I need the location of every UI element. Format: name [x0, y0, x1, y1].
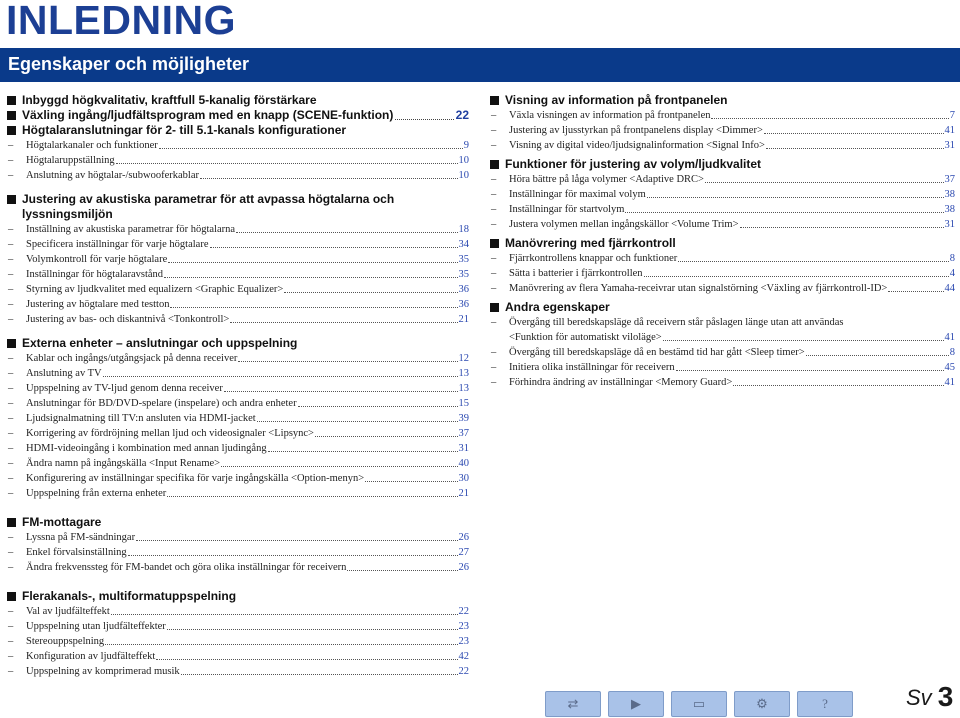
dot-leader	[284, 292, 457, 293]
toc-list	[489, 345, 955, 390]
toc-list	[6, 222, 469, 327]
dash: –	[8, 458, 14, 469]
dot-leader	[167, 629, 458, 630]
toc-item-link[interactable]	[6, 312, 469, 327]
toc-page-number: 21	[458, 314, 469, 325]
toc-heading: Manövrering med fjärrkontroll	[489, 236, 955, 251]
toc-page-number: 37	[458, 428, 469, 439]
toc-item-label: Anslutning av TV	[26, 368, 102, 379]
toc-item-label: Sätta i batterier i fjärrkontrollen	[509, 268, 643, 279]
toc-item-link[interactable]	[6, 634, 469, 649]
toc-item-link[interactable]	[489, 202, 955, 217]
toc-item-label: Enkel förvalsinställning	[26, 547, 127, 558]
toc-page-number: 45	[944, 362, 955, 373]
toc-page-number: 42	[458, 651, 469, 662]
toc-page-number: 41	[944, 377, 955, 388]
toc-page-number: 18	[458, 224, 469, 235]
toc-item-link[interactable]	[6, 471, 469, 486]
toc-page-number: 37	[944, 174, 955, 185]
dash: –	[8, 383, 14, 394]
toc-page-number: 36	[458, 284, 469, 295]
toc-page-number: 15	[458, 398, 469, 409]
dot-leader	[888, 291, 943, 292]
toc-list	[6, 604, 469, 679]
dash: –	[8, 428, 14, 439]
toc-item-link[interactable]	[489, 375, 955, 390]
toc-item-label: Uppspelning från externa enheter	[26, 488, 167, 499]
dot-leader	[164, 277, 457, 278]
dot-leader	[238, 361, 457, 362]
dot-leader	[647, 197, 944, 198]
dash: –	[8, 254, 14, 265]
dot-leader	[167, 496, 457, 497]
toc-item-link[interactable]	[6, 222, 469, 237]
toc-item-label: Specificera inställningar för varje högtalare	[26, 239, 209, 250]
dash: –	[491, 140, 497, 151]
dash: –	[491, 253, 497, 264]
dash: –	[8, 443, 14, 454]
toc-page-number: 36	[458, 299, 469, 310]
dash: –	[8, 636, 14, 647]
dash: –	[8, 239, 14, 250]
dash: –	[8, 284, 14, 295]
dot-leader	[230, 322, 457, 323]
toc-item: – Övergång till beredskapsläge då receivern står påslagen länge utan att användas	[491, 317, 844, 328]
toc-page-number: 34	[458, 239, 469, 250]
dash: –	[8, 299, 14, 310]
toc-item-label: Initiera olika inställningar för receivern	[509, 362, 675, 373]
dash: –	[491, 189, 497, 200]
banner-title: Egenskaper och möjligheter	[8, 54, 250, 74]
dot-leader	[347, 570, 457, 571]
toc-item-label: Visning av digital video/ljudsignalinformation <Signal Info>	[509, 140, 765, 151]
toc-page-number: 31	[458, 443, 469, 454]
toc-item-link[interactable]	[6, 619, 469, 634]
toc-item-label: Inställning av akustiska parametrar för högtalarna	[26, 224, 236, 235]
dot-leader	[806, 355, 949, 356]
language-code: Sv	[906, 685, 932, 710]
toc-item-label: Högtalaruppställning	[26, 155, 115, 166]
toc-item-label: Ljudsignalmatning till TV:n ansluten via HDMI-jacket	[26, 413, 256, 424]
toc-item-link[interactable]	[489, 360, 955, 375]
toc-item-label: Lyssna på FM-sändningar	[26, 532, 136, 543]
toc-item-link[interactable]	[489, 281, 955, 296]
dot-leader	[315, 436, 458, 437]
dot-leader	[676, 370, 944, 371]
toc-item-label: Ändra namn på ingångskälla <Input Rename>	[26, 458, 221, 469]
page-title: INLEDNING	[6, 0, 236, 43]
dot-leader	[298, 406, 458, 407]
toc-item-link[interactable]	[6, 560, 469, 575]
toc-page-number: 38	[944, 204, 955, 215]
dash: –	[8, 488, 14, 499]
toc-list	[489, 251, 955, 296]
toc-item-label: Ändra frekvenssteg för FM-bandet och göra olika inställningar för receivern	[26, 562, 347, 573]
toc-item-label: HDMI-videoingång i kombination med annan ljudingång	[26, 443, 267, 454]
dot-leader	[200, 178, 458, 179]
dot-leader	[705, 182, 944, 183]
toc-item-link[interactable]	[6, 396, 469, 411]
dash: –	[8, 562, 14, 573]
dash: –	[8, 606, 14, 617]
toc-page-number: 7	[949, 110, 955, 121]
dash: –	[8, 398, 14, 409]
toc-item-label: Anslutning av högtalar-/subwooferkablar	[26, 170, 199, 181]
toc-page-number: 35	[458, 269, 469, 280]
toc-page-number: 21	[458, 488, 469, 499]
toc-item-link[interactable]	[6, 153, 469, 168]
dot-leader	[257, 421, 458, 422]
toc-heading: FM-mottagare	[6, 515, 469, 530]
toc-item-label: Justering av bas- och diskantnivå <Tonkontroll>	[26, 314, 230, 325]
toc-heading: Andra egenskaper	[489, 300, 955, 315]
toc-item-link[interactable]	[6, 530, 469, 545]
toc-item-link[interactable]	[489, 266, 955, 281]
toc-page-number: 40	[458, 458, 469, 469]
toc-item-label: Konfigurering av inställningar specifika för varje ingångskälla <Option-menyn>	[26, 473, 365, 484]
dash: –	[491, 125, 497, 136]
dot-leader	[168, 262, 457, 263]
toc-item-link[interactable]	[489, 108, 955, 123]
dash: –	[8, 532, 14, 543]
toc-item-link[interactable]	[6, 366, 469, 381]
dot-leader	[711, 118, 948, 119]
toc-item-link[interactable]	[6, 267, 469, 282]
toc-page-number: 10	[458, 155, 469, 166]
dash: –	[8, 140, 14, 151]
toc-list	[489, 315, 955, 345]
toc-item-label: Manövrering av flera Yamaha-receivrar utan signalstörning <Växling av fjärrkontroll-ID>	[509, 283, 888, 294]
toc-item-label: Fjärrkontrollens knappar och funktioner	[509, 253, 678, 264]
toc-item-link[interactable]	[6, 282, 469, 297]
toc-page-number: 39	[458, 413, 469, 424]
toc-item-label: Kablar och ingångs/utgångsjack på denna receiver	[26, 353, 238, 364]
toc-item-link[interactable]	[6, 138, 469, 153]
dot-leader	[170, 307, 457, 308]
dot-leader	[268, 451, 458, 452]
dash: –	[491, 377, 497, 388]
connections-icon[interactable]: ⇄	[545, 691, 601, 717]
toc-item-link[interactable]	[489, 345, 955, 360]
toc-item-label: Inställningar för maximal volym	[509, 189, 646, 200]
dot-leader	[740, 227, 944, 228]
toc-item-label: Höra bättre på låga volymer <Adaptive DRC>	[509, 174, 704, 185]
dot-leader	[105, 644, 457, 645]
toc-item-label: Justera volymen mellan ingångskällor <Volume Trim>	[509, 219, 739, 230]
toc-item-label: Växla visningen av information på frontpanelen	[509, 110, 711, 121]
toc-list	[6, 351, 469, 501]
toc-heading: Justering av akustiska parametrar för att avpassa högtalarna och lyssningsmiljön	[6, 192, 469, 222]
page-number-value: 3	[937, 681, 954, 712]
dot-leader	[766, 148, 944, 149]
dash: –	[8, 224, 14, 235]
left-column	[6, 93, 469, 679]
help-icon[interactable]: ?	[797, 691, 853, 717]
dash: –	[491, 110, 497, 121]
dash: –	[491, 174, 497, 185]
dash: –	[491, 204, 497, 215]
dot-leader	[764, 133, 944, 134]
toc-page-number: 41	[944, 125, 955, 136]
toc-item-link[interactable]	[489, 123, 955, 138]
dash: –	[8, 269, 14, 280]
toc-page-number: 12	[458, 353, 469, 364]
right-column	[489, 93, 955, 390]
toc-item-link[interactable]	[489, 138, 955, 153]
toc-page-number: 23	[458, 621, 469, 632]
toc-list	[489, 108, 955, 153]
toc-item-link[interactable]: <Funktion för automatiskt viloläge> 41	[509, 332, 955, 343]
toc-item-label: Övergång till beredskapsläge då en bestämd tid har gått <Sleep timer>	[509, 347, 805, 358]
toc-item-label: Styrning av ljudkvalitet med equalizern <Graphic Equalizer>	[26, 284, 284, 295]
toc-heading-link[interactable]: Växling ingång/ljudfältsprogram med en knapp (SCENE-funktion) 22	[6, 108, 469, 123]
toc-page-number: 22	[458, 606, 469, 617]
dash: –	[8, 413, 14, 424]
toc-item-label: Förhindra ändring av inställningar <Memory Guard>	[509, 377, 733, 388]
toc-item-label: Stereouppspelning	[26, 636, 105, 647]
dot-leader	[128, 555, 458, 556]
toc-item-link[interactable]	[6, 441, 469, 456]
toc-item-link[interactable]	[489, 172, 955, 187]
dot-leader	[210, 247, 458, 248]
toc-page-number: 27	[458, 547, 469, 558]
toc-item-label: Högtalarkanaler och funktioner	[26, 140, 158, 151]
dash: –	[491, 283, 497, 294]
toc-item-link[interactable]	[489, 187, 955, 202]
dot-leader	[644, 276, 949, 277]
toc-page-number: 22	[458, 666, 469, 677]
toc-item-label: Inställningar för högtalaravstånd	[26, 269, 164, 280]
toc-page-number: 23	[458, 636, 469, 647]
toc-item-link[interactable]	[6, 664, 469, 679]
toc-page-number: 31	[944, 140, 955, 151]
toc-item-link[interactable]	[6, 456, 469, 471]
dot-leader	[365, 481, 457, 482]
dot-leader	[111, 614, 458, 615]
toc-heading: Högtalaranslutningar för 2- till 5.1-kanals konfigurationer	[6, 123, 469, 138]
settings-icon[interactable]: ⚙	[734, 691, 790, 717]
toc-heading: Visning av information på frontpanelen	[489, 93, 955, 108]
toc-item-link[interactable]	[6, 604, 469, 619]
toc-item-label: Uppspelning utan ljudfälteffekter	[26, 621, 166, 632]
toc-page-number: 44	[944, 283, 955, 294]
toc-page-number: 38	[944, 189, 955, 200]
dash: –	[8, 170, 14, 181]
toc-list	[6, 138, 469, 183]
dot-leader	[678, 261, 949, 262]
toc-page-number: 26	[458, 562, 469, 573]
dot-leader	[159, 148, 463, 149]
toc-item-label: Justering av högtalare med testton	[26, 299, 170, 310]
toc-item-link[interactable]	[6, 545, 469, 560]
dot-leader	[181, 674, 458, 675]
dot-leader	[156, 659, 457, 660]
toc-page-number: 35	[458, 254, 469, 265]
toc-item-link[interactable]	[6, 237, 469, 252]
toc-item-label: Konfiguration av ljudfälteffekt	[26, 651, 156, 662]
dash: –	[8, 621, 14, 632]
toc-heading: Flerakanals-, multiformatuppspelning	[6, 589, 469, 604]
toc-item-link[interactable]	[489, 217, 955, 232]
dash: –	[8, 155, 14, 166]
toc-heading: Inbyggd högkvalitativ, kraftfull 5-kanalig förstärkare	[6, 93, 469, 108]
toc-item-label: Volymkontroll för varje högtalare	[26, 254, 168, 265]
toc-item-label: Uppspelning av TV-ljud genom denna receiver	[26, 383, 223, 394]
toc-page-number: 8	[949, 253, 955, 264]
dot-leader	[733, 385, 943, 386]
dash: –	[491, 268, 497, 279]
dash: –	[491, 347, 497, 358]
toc-page-number: 31	[944, 219, 955, 230]
toc-page-number: 13	[458, 368, 469, 379]
toc-item-link[interactable]	[6, 168, 469, 183]
dash: –	[8, 666, 14, 677]
nav-buttons	[545, 691, 853, 717]
toc-item-label: Uppspelning av komprimerad musik	[26, 666, 180, 677]
dash: –	[8, 353, 14, 364]
dot-leader	[236, 232, 457, 233]
toc-item-link[interactable]	[6, 649, 469, 664]
toc-item-label: Anslutningar för BD/DVD-spelare (inspelare) och andra enheter	[26, 398, 297, 409]
dot-leader	[136, 540, 457, 541]
dot-leader	[224, 391, 458, 392]
toc-item-label: Inställningar för startvolym	[509, 204, 625, 215]
dot-leader	[103, 376, 458, 377]
dot-leader	[625, 212, 943, 213]
toc-item-link[interactable]	[6, 297, 469, 312]
toc-item-link[interactable]	[6, 252, 469, 267]
play-icon[interactable]: ▶	[608, 691, 664, 717]
toc-page-number: 8	[949, 347, 955, 358]
toc-item-link[interactable]	[6, 486, 469, 501]
toc-list	[6, 530, 469, 575]
toc-heading: Externa enheter – anslutningar och uppspelning	[6, 336, 469, 351]
toc-page-number: 9	[463, 140, 469, 151]
toc-item-label: Korrigering av fördröjning mellan ljud och videosignaler <Lipsync>	[26, 428, 314, 439]
dash: –	[8, 314, 14, 325]
dash: –	[8, 547, 14, 558]
toc-item-link[interactable]	[6, 381, 469, 396]
dash: –	[491, 219, 497, 230]
remote-control-icon[interactable]: ▭	[671, 691, 727, 717]
toc-item-link[interactable]	[6, 351, 469, 366]
toc-heading: Funktioner för justering av volym/ljudkvalitet	[489, 157, 955, 172]
dash: –	[491, 362, 497, 373]
dot-leader	[221, 466, 457, 467]
dot-leader	[116, 163, 458, 164]
dash: –	[8, 473, 14, 484]
toc-item-link[interactable]	[6, 426, 469, 441]
section-banner	[0, 48, 960, 82]
toc-item-link[interactable]	[6, 411, 469, 426]
page-number	[906, 683, 953, 711]
toc-item-link[interactable]	[489, 251, 955, 266]
toc-page-number: 30	[458, 473, 469, 484]
toc-page-number: 10	[458, 170, 469, 181]
toc-list	[489, 172, 955, 232]
toc-item-label: Justering av ljusstyrkan på frontpanelens display <Dimmer>	[509, 125, 763, 136]
toc-item-label: Val av ljudfälteffekt	[26, 606, 110, 617]
dash: –	[8, 651, 14, 662]
toc-page-number: 13	[458, 383, 469, 394]
toc-page-number: 26	[458, 532, 469, 543]
toc-page-number: 4	[949, 268, 955, 279]
dash: –	[8, 368, 14, 379]
